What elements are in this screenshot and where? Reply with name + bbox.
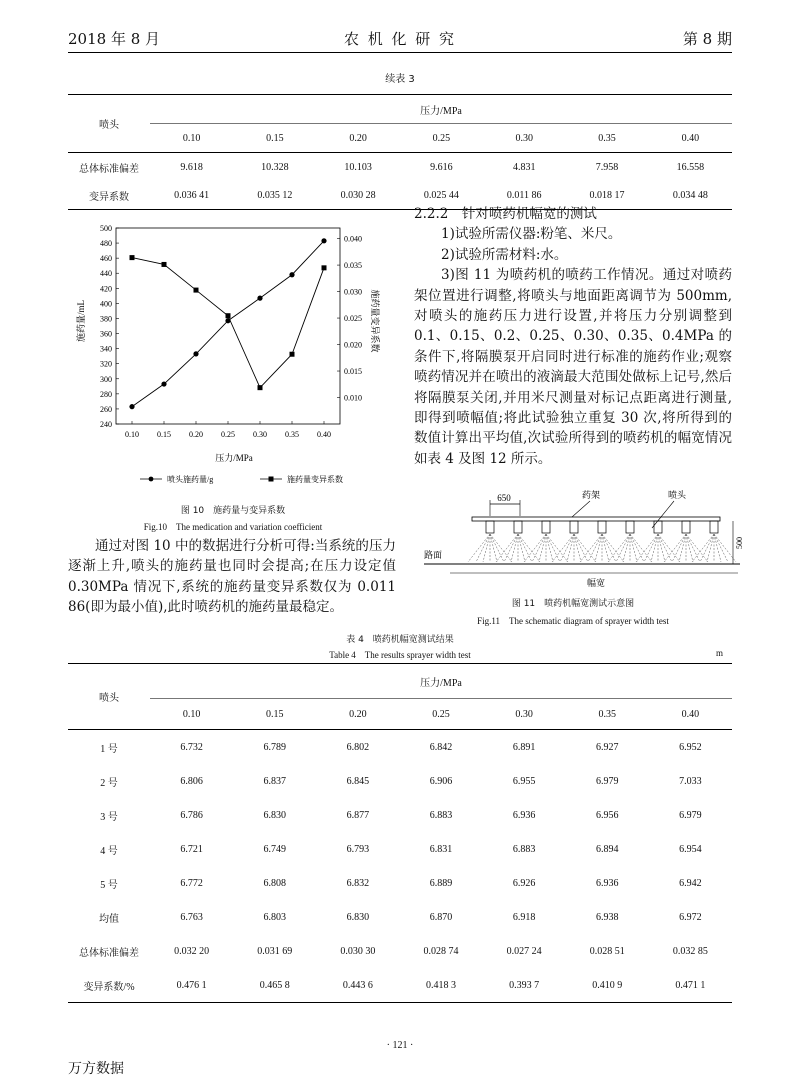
nozzle-icon <box>598 521 606 533</box>
table3-caption: 续表 3 <box>385 74 415 85</box>
spray-rack <box>472 517 720 521</box>
x-tick-label: 0.40 <box>317 430 331 439</box>
table-cell: 10.103 <box>344 161 372 173</box>
spray-line <box>546 534 560 562</box>
analysis-paragraph <box>68 536 396 618</box>
table-cell: 0.443 6 <box>342 979 373 991</box>
section-2-2-2 <box>414 204 732 469</box>
table-cell: 6.831 <box>429 843 453 855</box>
y-tick-label-left: 460 <box>100 254 112 264</box>
rack-label: 药架 <box>582 490 601 500</box>
table-row <box>68 730 732 765</box>
y-axis-label-right: 施药量变异系数 <box>370 289 380 353</box>
table-cell: 6.763 <box>180 911 203 923</box>
legend-series-1: 喷头施药量/g <box>167 475 214 484</box>
table-cell: 6.845 <box>346 775 370 787</box>
table-cell: 7.958 <box>595 161 619 173</box>
table-cell: 6.803 <box>263 911 286 923</box>
rack-leader <box>572 501 590 517</box>
row-label: 变异系数 <box>89 191 129 203</box>
table3-pressure-1: 0.15 <box>266 132 284 144</box>
width-label: 幅宽 <box>586 578 606 588</box>
table-cell: 0.476 1 <box>176 979 207 991</box>
section-item-3: 3)图 11 为喷药机的喷药工作情况。通过对喷药架位置进行调整,将喷头与地面距离调节为 500mm,对喷头的施药压力进行设置,并将压力分别调整到 0.1、0.15、0.2、0.25、0.30、0.35、0.4MPa 的条件下,将隔膜泵开启同时进行标准的施药作业;观察喷药情况并在喷出的液滴最大范围处做标上记号,然后将隔膜泵关闭,并用米尺测量对标记点距离进行测量,即得到喷幅值;将此试验独立重复 30 次,将所得到的数值计算出平均值,次试验所得到的喷药机的幅宽情况如表 4 及图 12 所示。 <box>414 267 732 467</box>
table-cell: 9.618 <box>180 161 203 173</box>
table4-pressure-5: 0.35 <box>598 708 617 720</box>
section-title: 2.2.2 针对喷药机幅宽的测试 <box>414 206 597 222</box>
table-cell: 0.028 74 <box>423 945 459 957</box>
data-point-square <box>162 262 167 267</box>
header-rule <box>68 52 732 53</box>
x-tick-label: 0.35 <box>285 430 299 439</box>
spray-line <box>644 534 658 562</box>
y-tick-label-right: 0.010 <box>344 393 362 403</box>
legend <box>140 474 343 484</box>
nozzle-icon <box>486 521 494 533</box>
table-cell: 6.938 <box>596 911 619 923</box>
table-cell: 6.891 <box>512 741 536 753</box>
table-cell: 6.894 <box>596 843 619 855</box>
table4-group-head: 压力/MPa <box>150 664 732 699</box>
table3-pressure-6: 0.40 <box>681 132 700 144</box>
table-cell: 0.032 20 <box>174 945 210 957</box>
section-item-1: 1)试验所需仪器:粉笔、米尺。 <box>441 226 622 243</box>
y-tick-label-left: 440 <box>100 269 112 279</box>
nozzle-group <box>468 521 736 562</box>
spray-line <box>658 534 672 562</box>
y-tick-label-left: 360 <box>100 329 112 339</box>
table-cell: 6.883 <box>512 843 536 855</box>
table3-pressure-4: 0.30 <box>515 132 533 144</box>
y-tick-label-right: 0.015 <box>344 367 362 377</box>
y-tick-label-right: 0.020 <box>344 340 362 350</box>
spray-line <box>574 534 588 562</box>
nozzle-icon <box>626 521 634 533</box>
table-cell: 0.032 85 <box>672 945 708 957</box>
table-cell: 0.031 69 <box>257 945 293 957</box>
table-cell: 10.328 <box>261 161 289 173</box>
table-row <box>68 900 732 934</box>
y-tick-label-left: 260 <box>100 404 112 414</box>
y-tick-label-left: 340 <box>100 344 112 354</box>
table-cell: 0.030 30 <box>340 945 376 957</box>
legend-marker-circle <box>149 477 154 482</box>
spray-line <box>532 534 546 562</box>
figure11-caption-en: Fig.11 The schematic diagram of sprayer width test <box>477 616 669 626</box>
data-point-circle <box>321 238 326 243</box>
data-point-square <box>258 385 263 390</box>
table-row <box>68 866 732 900</box>
header-journal: 农 机 化 研 究 <box>343 30 457 48</box>
table-cell: 6.806 <box>180 775 203 787</box>
header-issue: 第 8 期 <box>682 30 732 48</box>
x-tick-label: 0.10 <box>125 430 139 439</box>
chart-marks <box>129 238 326 409</box>
nozzle-icon <box>710 521 718 533</box>
table-cell: 6.926 <box>512 877 536 889</box>
table-cell: 0.035 12 <box>257 189 293 201</box>
table-cell: 6.772 <box>180 877 203 889</box>
data-point-square <box>322 265 327 270</box>
figure11-schematic <box>420 488 750 592</box>
spray-line <box>518 534 532 562</box>
table4-caption-cn: 表 4 喷药机幅宽测试结果 <box>346 635 454 645</box>
table-cell: 6.956 <box>596 809 619 821</box>
x-tick-label: 0.15 <box>157 430 171 439</box>
table-cell: 6.972 <box>679 911 702 923</box>
y-tick-label-left: 400 <box>100 299 112 309</box>
y-tick-label-right: 0.035 <box>344 261 362 271</box>
table-cell: 6.732 <box>180 741 203 753</box>
figure10-caption-en: Fig.10 The medication and variation coefficient <box>143 522 323 532</box>
spray-line <box>672 534 686 562</box>
spray-line <box>714 534 728 562</box>
table-cell: 6.927 <box>596 741 619 753</box>
spray-line <box>602 534 616 562</box>
spray-line <box>476 534 490 562</box>
data-point-circle <box>161 381 166 386</box>
table-cell: 7.033 <box>679 775 702 787</box>
table-cell: 0.393 7 <box>509 979 540 991</box>
table-cell: 0.418 3 <box>425 979 456 991</box>
table-cell: 6.877 <box>346 809 370 821</box>
section-item-2: 2)试验所需材料:水。 <box>441 246 568 263</box>
spray-line <box>560 534 574 562</box>
spray-line <box>504 534 518 562</box>
table-cell: 6.721 <box>180 843 203 855</box>
nozzle-leader <box>652 501 674 528</box>
table-cell: 6.889 <box>429 877 453 889</box>
table4-pressure-0: 0.10 <box>182 708 201 720</box>
x-axis-label: 压力/MPa <box>215 453 253 463</box>
y-tick-label-right: 0.040 <box>344 234 362 244</box>
table-cell: 6.942 <box>679 877 702 889</box>
table-cell: 4.831 <box>512 161 536 173</box>
data-point-circle <box>289 272 294 277</box>
dim-500-label: 500 <box>735 537 744 549</box>
table3-pressure-2: 0.20 <box>349 132 367 144</box>
table-cell: 6.918 <box>512 911 536 923</box>
table-cell: 6.830 <box>263 809 286 821</box>
data-point-circle <box>129 404 134 409</box>
y-tick-label-left: 240 <box>100 420 112 429</box>
nozzle-icon <box>514 521 522 533</box>
table-cell: 6.837 <box>263 775 286 787</box>
series-line-1 <box>132 241 324 407</box>
table4-row-head: 喷头 <box>68 664 150 730</box>
table-row <box>68 934 732 968</box>
table3-row-head: 喷头 <box>68 95 150 153</box>
table-cell: 6.793 <box>346 843 370 855</box>
spray-line <box>490 534 504 562</box>
table-cell: 6.979 <box>596 775 619 787</box>
table3 <box>68 94 732 210</box>
y-tick-label-left: 420 <box>100 284 112 294</box>
spray-line <box>616 534 630 562</box>
x-tick-label: 0.30 <box>253 430 267 439</box>
table-cell: 6.749 <box>263 843 286 855</box>
table-cell: 0.034 48 <box>672 189 708 201</box>
figure10-caption-cn: 图 10 施药量与变异系数 <box>180 506 286 516</box>
table-cell: 0.011 86 <box>506 189 542 201</box>
table4-pressure-6: 0.40 <box>681 708 700 720</box>
table-row <box>68 153 732 182</box>
table-cell: 0.018 17 <box>589 189 625 201</box>
row-label: 3 号 <box>100 811 118 823</box>
road-label: 路面 <box>424 550 443 560</box>
legend-series-2: 施药量变异系数 <box>287 475 343 484</box>
page-number: · 121 · <box>386 1040 414 1051</box>
table-cell: 6.808 <box>263 877 286 889</box>
row-label: 变异系数/% <box>83 981 135 993</box>
nozzle-icon <box>542 521 550 533</box>
table-cell: 6.830 <box>346 911 370 923</box>
data-point-circle <box>193 351 198 356</box>
table-row <box>68 832 732 866</box>
table-cell: 6.832 <box>346 877 370 889</box>
table-cell: 0.027 24 <box>506 945 542 957</box>
x-tick-label: 0.25 <box>221 430 235 439</box>
table-row <box>68 968 732 1003</box>
row-label: 总体标准偏差 <box>79 947 139 959</box>
nozzle-icon <box>682 521 690 533</box>
y-tick-label-right: 0.025 <box>344 314 362 324</box>
table-cell: 6.802 <box>346 741 370 753</box>
figure10-chart <box>74 216 394 500</box>
table-cell: 0.465 8 <box>259 979 290 991</box>
table-cell: 6.952 <box>679 741 702 753</box>
table-cell: 9.616 <box>430 161 453 173</box>
table3-pressure-5: 0.35 <box>598 132 616 144</box>
row-label: 1 号 <box>100 743 118 755</box>
row-label: 均值 <box>99 913 119 925</box>
table4-unit: m <box>716 648 724 658</box>
y-tick-label-left: 320 <box>100 359 112 369</box>
y-tick-label-left: 280 <box>100 389 112 399</box>
spray-line <box>686 534 700 562</box>
row-label: 总体标准偏差 <box>79 163 139 175</box>
spray-line <box>588 534 602 562</box>
table3-pressure-3: 0.25 <box>432 132 451 144</box>
table-cell: 6.954 <box>679 843 702 855</box>
table-cell: 0.030 28 <box>340 189 376 201</box>
spray-line <box>700 534 714 562</box>
data-point-square <box>130 255 135 260</box>
y-tick-label-right: 0.030 <box>344 287 362 297</box>
y-tick-label-left: 300 <box>100 374 112 384</box>
table4-caption-en: Table 4 The results sprayer width test <box>329 650 471 660</box>
table-cell: 6.979 <box>679 809 702 821</box>
x-tick-label: 0.20 <box>189 430 203 439</box>
table-cell: 0.410 9 <box>592 979 623 991</box>
data-point-circle <box>257 296 262 301</box>
y-tick-label-left: 380 <box>100 314 112 324</box>
table-cell: 16.558 <box>676 161 705 173</box>
row-label: 4 号 <box>100 845 118 857</box>
dim-650-label: 650 <box>497 493 511 503</box>
nozzle-label: 喷头 <box>668 490 687 500</box>
table-cell: 0.028 51 <box>589 945 625 957</box>
y-tick-label-left: 480 <box>100 239 112 249</box>
row-label: 2 号 <box>100 777 118 789</box>
table-cell: 6.906 <box>429 775 453 787</box>
table-cell: 6.936 <box>512 809 536 821</box>
table-cell: 0.036 41 <box>174 189 210 201</box>
table-row <box>68 798 732 832</box>
table-cell: 6.870 <box>429 911 453 923</box>
table-cell: 6.936 <box>596 877 619 889</box>
data-point-square <box>290 352 295 357</box>
y-tick-label-left: 500 <box>100 224 112 233</box>
spray-line <box>630 534 644 562</box>
y-axis-label-left: 施药量/mL <box>76 300 86 342</box>
nozzle-icon <box>654 521 662 533</box>
table-cell: 6.842 <box>429 741 453 753</box>
row-label: 5 号 <box>100 879 118 891</box>
data-point-square <box>194 288 199 293</box>
data-point-square <box>226 313 231 318</box>
table-cell: 0.025 44 <box>423 189 459 201</box>
table-row <box>68 764 732 798</box>
table4-pressure-4: 0.30 <box>515 708 533 720</box>
table-cell: 0.471 1 <box>675 979 706 991</box>
table-cell: 6.883 <box>429 809 453 821</box>
watermark: 万方数据 <box>68 1061 124 1077</box>
table4-pressure-3: 0.25 <box>432 708 450 720</box>
table-cell: 6.786 <box>180 809 203 821</box>
table3-pressure-0: 0.10 <box>182 132 201 144</box>
table4-pressure-2: 0.20 <box>349 708 367 720</box>
table4-pressure-1: 0.15 <box>265 708 284 720</box>
chart-axes <box>100 224 362 439</box>
analysis-text: 通过对图 10 中的数据进行分析可得:当系统的压力逐渐上升,喷头的施药量也同时会提高;在压力设定值 0.30MPa 情况下,系统的施药量变异系数仅为 0.011 86(即为最小值),此时喷药机的施药量最稳定。 <box>68 538 396 616</box>
figure11-caption-cn: 图 11 喷药机幅宽测试示意图 <box>511 599 635 609</box>
table-cell: 6.789 <box>263 741 286 753</box>
table4 <box>68 663 732 1003</box>
header-date: 2018 年 8 月 <box>68 30 161 48</box>
nozzle-icon <box>570 521 578 533</box>
table3-group-head: 压力/MPa <box>150 95 732 124</box>
legend-marker-square <box>269 477 274 482</box>
table-cell: 6.955 <box>512 775 536 787</box>
